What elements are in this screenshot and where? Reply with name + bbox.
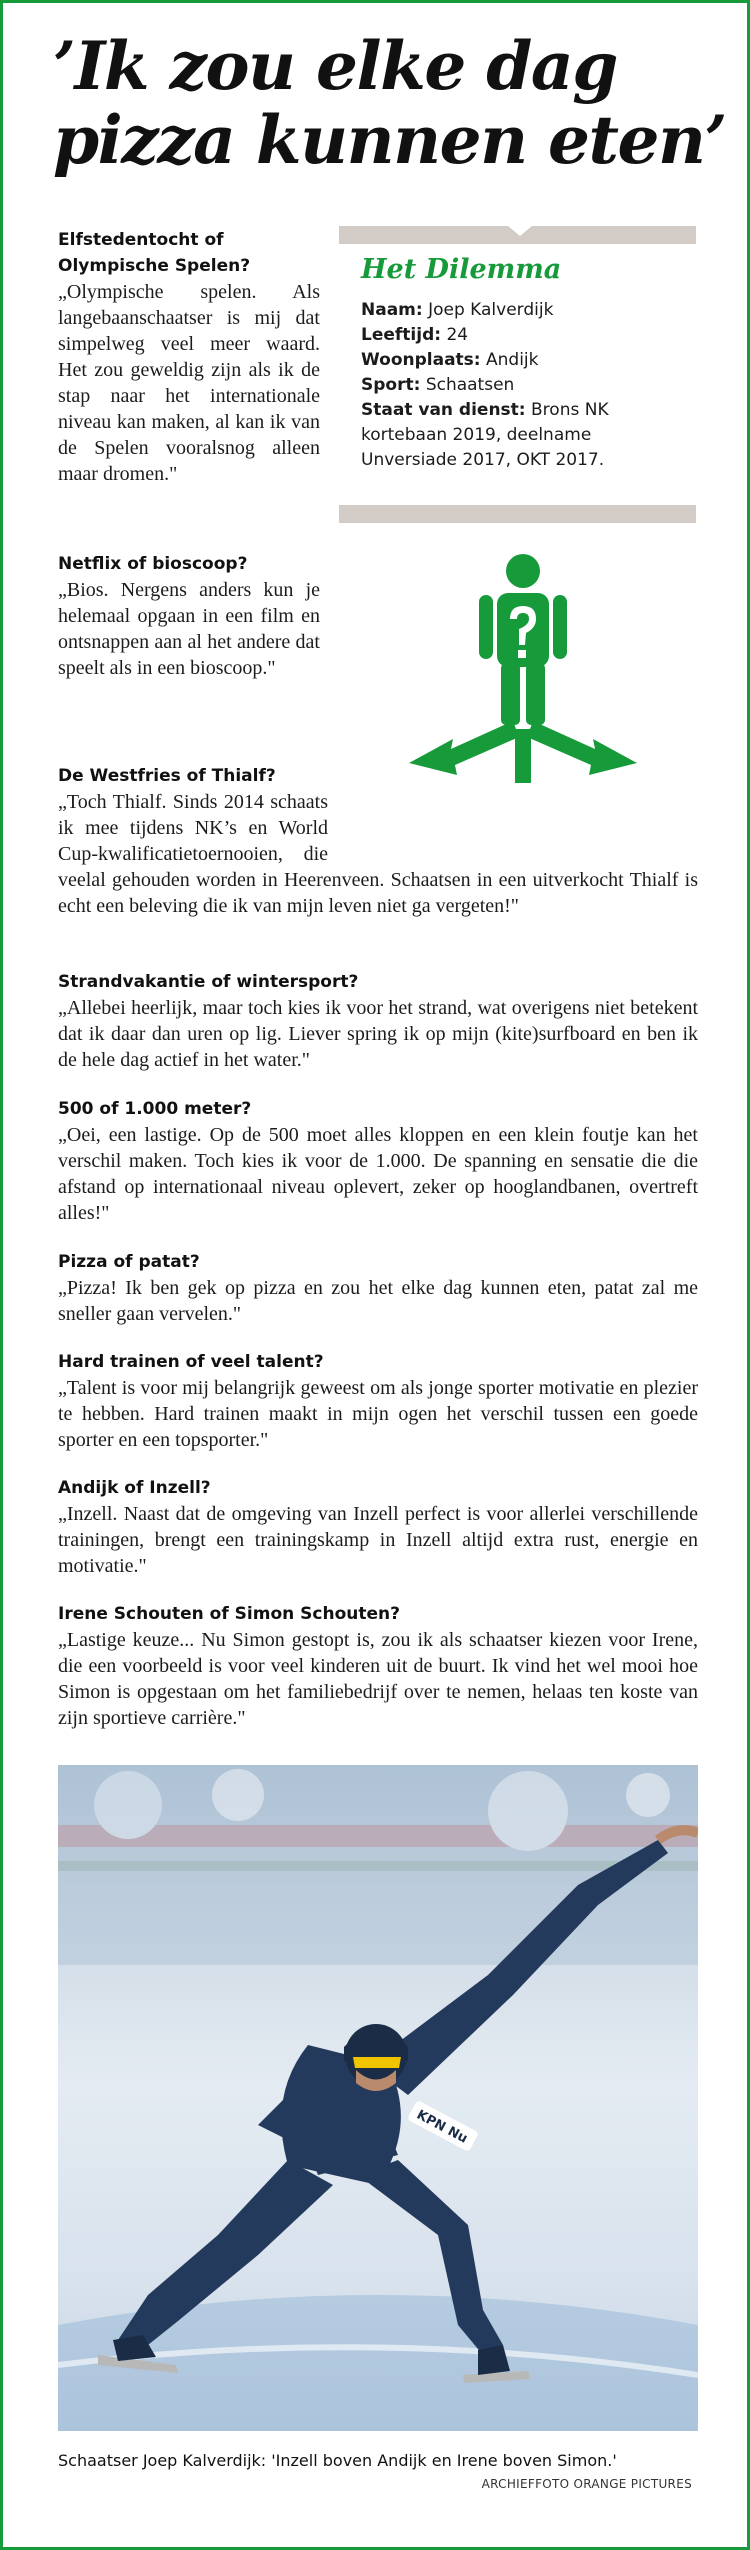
infobox-title: Het Dilemma <box>361 254 562 285</box>
fact-woonplaats: Woonplaats: Andijk <box>361 350 539 370</box>
qa-question: 500 of 1.000 meter? <box>58 1099 252 1119</box>
qa-answer: „Toch Thialf. Sinds 2014 schaats ik mee tijdens NK’s en World Cup-kwalificatietoernooien, die veelal gehouden worden in Heerenveen. Schaatsen in een uitverkocht Thialf is echt een beleving die ik van mijn leven niet ga vergeten!" <box>58 791 698 917</box>
qa-answer: „Bios. Nergens anders kun je helemaal opgaan in een film en ontsnappen aan al het andere dat speelt als in een bioscoop." <box>58 579 320 679</box>
fact-naam: Naam: Joep Kalverdijk <box>361 300 554 320</box>
qa-block-9 <box>58 1601 698 1731</box>
fact-sport: Sport: Schaatsen <box>361 375 515 395</box>
qa-answer: „Talent is voor mij belangrijk geweest om als jonge sporter motivatie en plezier te hebben. Hard trainen maakt in mijn ogen het verschil tussen een goede sporter en een topsporter." <box>58 1377 698 1451</box>
infobox-bottom-bar <box>339 505 696 523</box>
qa-answer: „Allebei heerlijk, maar toch kies ik voor het strand, wat overigens niet betekent dat ik daar dan uren op lig. Liever spring ik op mijn (kite)surfboard en ben ik de hele dag actief in het water." <box>58 997 698 1071</box>
headline-line-1: ’Ik zou elke dag <box>53 27 617 105</box>
skater-illustration <box>58 1765 698 2431</box>
qa-question: Irene Schouten of Simon Schouten? <box>58 1604 400 1624</box>
skater-photo <box>58 1765 698 2431</box>
qa-block-5 <box>58 1096 698 1226</box>
qa-block-6 <box>58 1249 698 1327</box>
qa-question: De Westfries of Thialf? <box>58 766 276 786</box>
qa-block-2 <box>58 551 698 681</box>
fact-leeftijd: Leeftijd: 24 <box>361 325 469 345</box>
qa-question: Pizza of patat? <box>58 1252 200 1272</box>
qa-block-3 <box>58 763 698 919</box>
qa-answer: „Lastige keuze... Nu Simon gestopt is, zou ik als schaatser kiezen voor Irene, die een voorbeeld is voor veel kinderen uit de buurt. Ik vind het wel mooi hoe Simon is opgestaan om het familiebedrijf over te nemen, helaas ten koste van zijn sportieve carrière." <box>58 1629 698 1729</box>
qa-answer: „Olympische spelen. Als langebaanschaatser is mij dat simpelweg veel meer waard. Het zou geweldig zijn als ik de stap naar het internationale niveau kan maken, al kan ik van de Spelen vooralsnog alleen maar dromen." <box>58 281 320 485</box>
sponsor-label: KPN Nu <box>414 2107 470 2147</box>
qa-block-8 <box>58 1475 698 1579</box>
qa-answer: „Oei, een lastige. Op de 500 moet alles kloppen en een klein foutje kan het verschil maken. Toch kies ik voor de 1.000. De spanning en sensatie die die afstand op internationaal niveau oplevert, zeker op hooglandbanen, overtreft alles!" <box>58 1124 698 1224</box>
qa-block-4 <box>58 969 698 1073</box>
qa-question: Strandvakantie of wintersport? <box>58 972 359 992</box>
qa-answer: „Inzell. Naast dat de omgeving van Inzell perfect is voor allerlei verschillende trainingen, brengt een trainingskamp in Inzell altijd extra rust, energie en motivatie." <box>58 1503 698 1577</box>
photo-credit: ARCHIEFFOTO ORANGE PICTURES <box>481 2477 692 2491</box>
figure-wrap-space <box>328 789 698 867</box>
qa-block-7 <box>58 1349 698 1453</box>
qa-question: Elfstedentocht of Olympische Spelen? <box>58 230 251 276</box>
photo-caption: Schaatser Joep Kalverdijk: 'Inzell boven Andijk en Irene boven Simon.' <box>58 2451 617 2470</box>
qa-question: Netflix of bioscoop? <box>58 554 248 574</box>
headline <box>53 29 733 177</box>
qa-answer: „Pizza! Ik ben gek op pizza en zou het elke dag kunnen eten, patat zal me sneller gaan vervelen." <box>58 1277 698 1325</box>
qa-question: Hard trainen of veel talent? <box>58 1352 324 1372</box>
qa-question: Andijk of Inzell? <box>58 1478 211 1498</box>
fact-staat-van-dienst: Staat van dienst: Brons NK kortebaan 2019, deelname Unversiade 2017, OKT 2017. <box>361 400 609 470</box>
headline-line-2: pizza kunnen eten’ <box>53 101 726 179</box>
qa-block-1 <box>58 227 698 487</box>
